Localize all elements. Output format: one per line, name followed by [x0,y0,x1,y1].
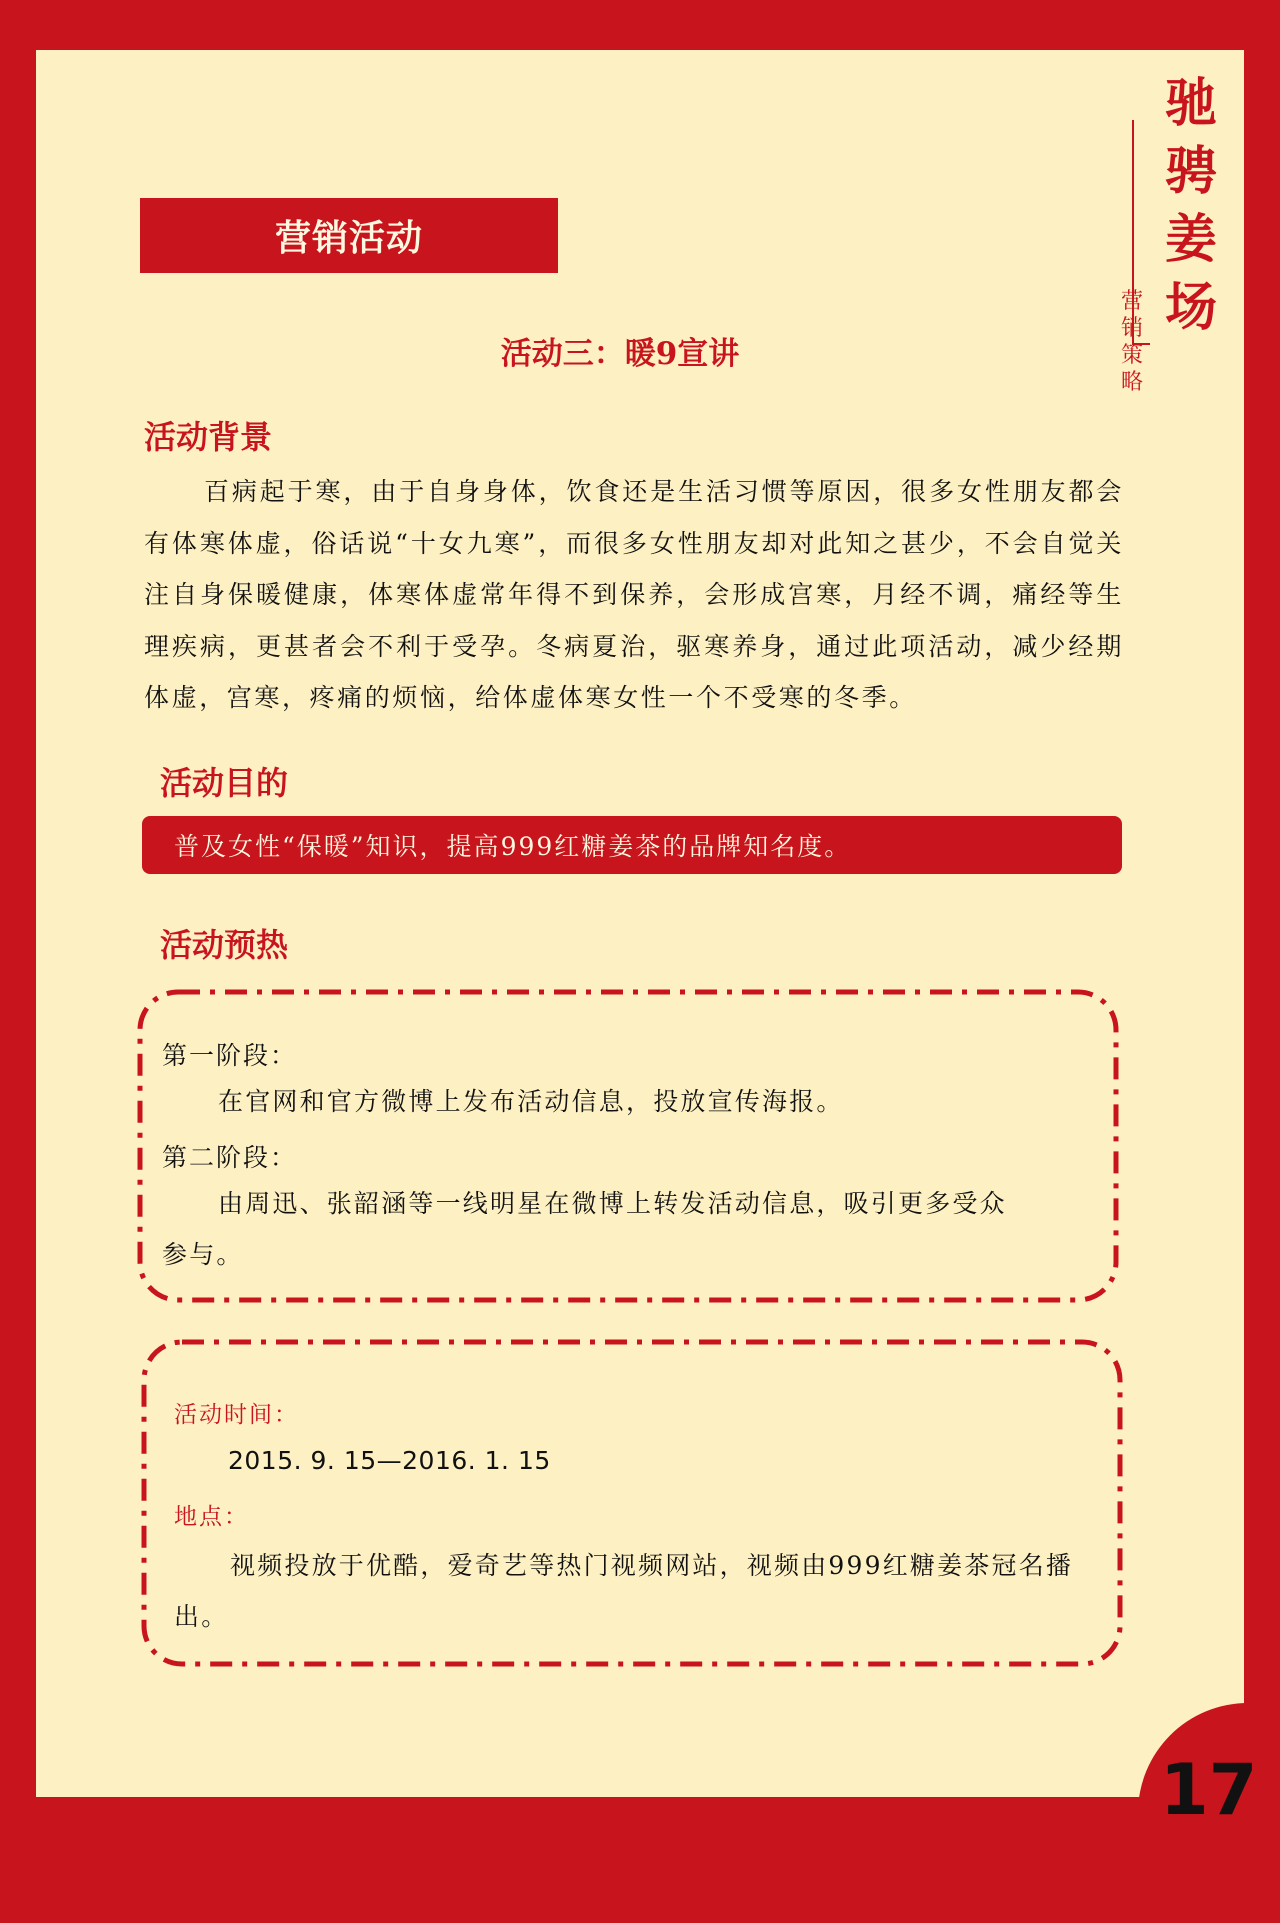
warmup-heading: 活动预热 [160,926,289,964]
brand-title: 驰骋姜场 [1164,73,1217,338]
purpose-heading: 活动目的 [160,764,289,802]
time-label: 活动时间： [174,1402,299,1428]
time-value: 2015. 9. 15—2016. 1. 15 [228,1446,551,1475]
stage2-label: 第二阶段： [162,1143,298,1172]
purpose-text: 普及女性“保暖”知识，提高999红糖姜茶的品牌知名度。 [174,832,852,861]
activity-title: 活动三：暖9宣讲 [500,336,740,372]
background-paragraph: 百病起于寒，由于自身身体，饮食还是生活习惯等原因，很多女性朋友都会有体寒体虚，俗话说“十女九寒”，而很多女性朋友却对此知之甚少，不会自觉关注自身保暖健康，体寒体虚常年得不到保养，会形成宫寒，月经不调，痛经等生理疾病，更甚者会不利于受孕。冬病夏治，驱寒养身，通过此项活动，减少经期体虚，宫寒，疼痛的烦恼，给体虚体寒女性一个不受寒的冬季。 [144,477,1124,712]
section-banner: 营销活动 [140,198,558,273]
background-heading: 活动背景 [144,418,273,456]
page-number: 17 [1160,1749,1258,1831]
stage1-text: 在官网和官方微博上发布活动信息，投放宣传海报。 [218,1087,844,1116]
stage2-text: 由周迅、张韶涵等一线明星在微博上转发活动信息，吸引更多受众参与。 [162,1189,1007,1269]
place-text: 视频投放于优酷，爱奇艺等热门视频网站，视频由999红糖姜茶冠名播出。 [174,1551,1074,1631]
purpose-bar [142,816,1122,874]
stage1-label: 第一阶段： [162,1041,298,1070]
warmup-box [136,988,1120,1304]
details-box [140,1338,1124,1668]
brand-subtitle: 营销策略 [1120,289,1143,395]
place-label: 地点： [174,1504,249,1530]
